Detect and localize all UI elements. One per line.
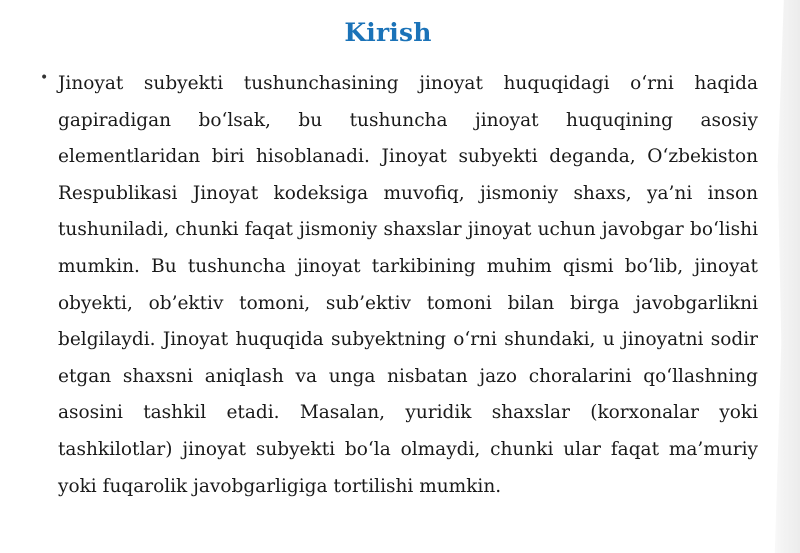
bullet-paragraph: Jinoyat subyekti tushunchasining jinoyat huquqidagi o‘rni haqida gapiradigan bo‘lsak, bu tushuncha jinoyat huquqining asosiy elementlaridan biri hisoblanadi. Jinoyat subyekti deganda, O‘zbekiston Respublikasi Jinoyat kodeksiga muvofiq, jismoniy shaxs, ya’ni inson tushuniladi, chunki faqat jismoniy shaxslar jinoyat uchun javobgar bo‘lishi mumkin. Bu tushuncha jinoyat tarkibining muhim qismi bo‘lib, jinoyat obyekti, ob’ektiv tomoni, sub’ektiv tomoni bilan birga javobgarlikni belgilaydi. Jinoyat huquqida subyektning o‘rni shundaki, u jinoyatni sodir etgan shaxsni aniqlash va unga nisbatan jazo choralarini qo‘llashning asosini tashkil etadi. Masalan, yuridik shaxslar (korxonalar yoki tashkilotlar) jinoyat subyekti bo‘la olmaydi, chunki ular faqat ma’muriy yoki fuqarolik javobgarligiga tortilishi mumkin. xyxy=(58,73,758,497)
slide-title: Kirish xyxy=(344,18,432,47)
slide-content xyxy=(38,66,758,505)
bullet-icon: • xyxy=(40,70,49,86)
bullet-item xyxy=(38,66,758,505)
decorative-edge-shape xyxy=(764,0,800,553)
